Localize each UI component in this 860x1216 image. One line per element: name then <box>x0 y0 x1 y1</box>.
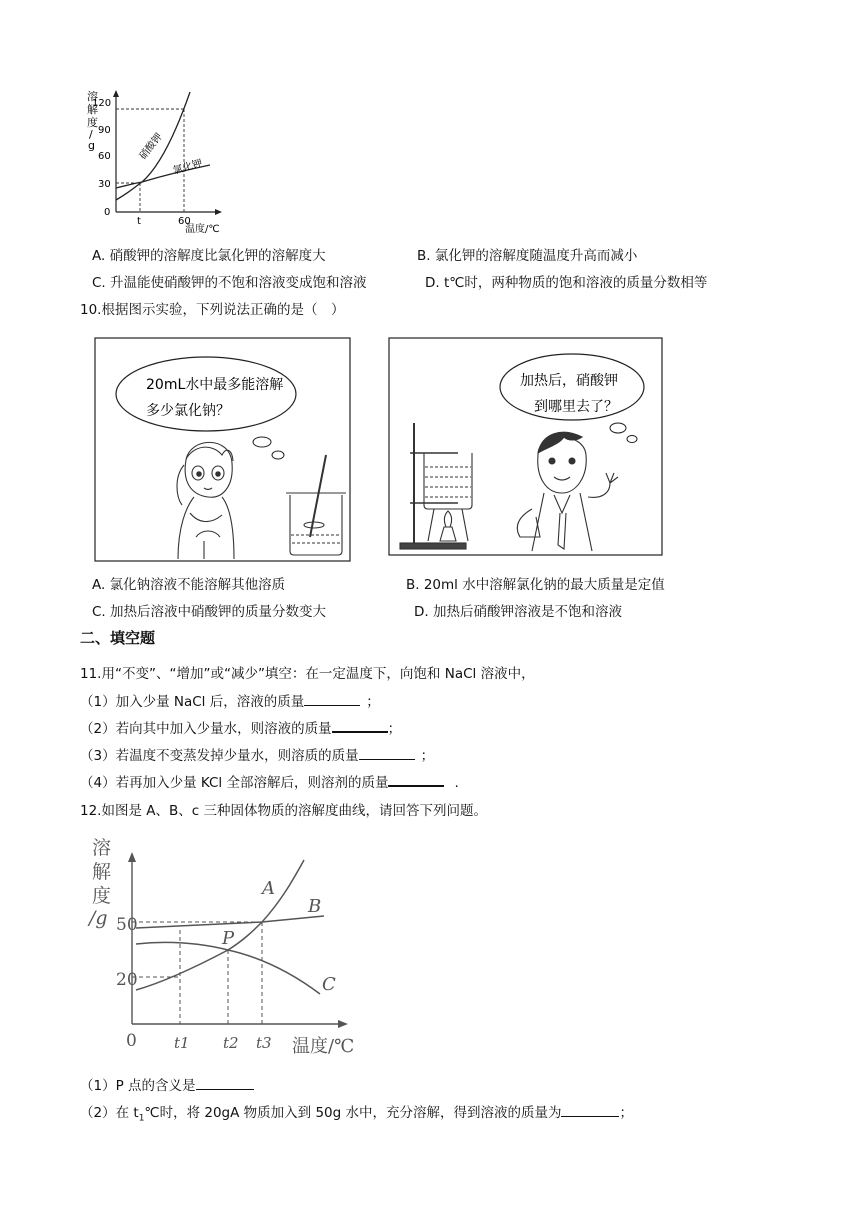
q11-blank-4[interactable] <box>388 771 444 787</box>
fig1-xlabel: 温度/℃ <box>185 224 220 235</box>
fig1-xtick-t: t <box>137 216 141 227</box>
q10-option-c: C. 加热后溶液中硝酸钾的质量分数变大 <box>92 604 327 620</box>
q11-blank-3[interactable] <box>359 745 415 760</box>
solubility-chart-kno3-kcl <box>78 86 248 236</box>
fig1-label-kcl: 氯化钾 <box>171 158 204 177</box>
q11-item-4-end: . <box>454 775 459 791</box>
fig2-xtick-t3: t3 <box>256 1034 272 1052</box>
fig1-ytick-120: 120 <box>92 98 112 109</box>
fig2-xtick-t2: t2 <box>223 1034 239 1052</box>
q12-item-2 <box>80 1101 633 1124</box>
fig2-ylabel-0: 溶 <box>92 837 112 859</box>
q10-option-b: B. 20ml 水中溶解氯化钠的最大质量是定值 <box>406 577 665 593</box>
q11-item-1 <box>80 690 380 710</box>
q10-panel-boy <box>388 337 664 557</box>
fig1-label-kno3: 硝酸钾 <box>137 131 165 162</box>
q9-option-c: C. 升温能使硝酸钾的不饱和溶液变成饱和溶液 <box>92 275 367 291</box>
fig2-ylabel-1: 解 <box>92 861 112 883</box>
q12-item-2-pre: （2）在 t <box>80 1105 139 1121</box>
fig1-ytick-30: 30 <box>98 179 111 190</box>
q11-blank-2[interactable] <box>332 717 388 733</box>
q10-bubble-left-line2: 多少氯化钠？ <box>146 403 230 419</box>
q10-bubble-right-line2: 到哪里去了？ <box>534 399 618 415</box>
q12-item-2-sub: 1 <box>138 1113 145 1124</box>
q10-bubble-right-line1: 加热后，硝酸钾 <box>520 373 618 389</box>
fig1-ylabel-4: g <box>88 139 95 152</box>
q12-item-2-end: ； <box>619 1105 633 1121</box>
q11-item-2 <box>80 717 401 737</box>
q9-option-a: A. 硝酸钾的溶解度比氯化钾的溶解度大 <box>92 248 326 264</box>
q9-option-d: D. t℃时，两种物质的饱和溶液的质量分数相等 <box>425 275 708 291</box>
fig1-ytick-90: 90 <box>98 125 111 136</box>
q12-item-1-text: （1）P 点的含义是 <box>80 1078 196 1094</box>
q11-item-3-text: （3）若温度不变蒸发掉少量水，则溶质的质量 <box>80 748 359 764</box>
fig2-ytick-0: 0 <box>126 1031 137 1051</box>
q12-stem: 12.如图是 A、B、c 三种固体物质的溶解度曲线，请回答下列问题。 <box>80 803 487 819</box>
q12-item-1 <box>80 1074 254 1094</box>
fig1-xtick-60: 60 <box>178 216 191 227</box>
fig1-ylabel-3: / <box>89 128 93 141</box>
q11-item-2-text: （2）若向其中加入少量水，则溶液的质量 <box>80 721 332 737</box>
q10-option-d: D. 加热后硝酸钾溶液是不饱和溶液 <box>414 604 622 620</box>
q11-stem: 11.用“不变”、“增加”或“减少”填空：在一定温度下，向饱和 NaCl 溶液中， <box>80 666 535 682</box>
fig2-label-a: A <box>262 878 275 899</box>
fig2-label-b: B <box>308 896 322 917</box>
q11-blank-1[interactable] <box>304 691 360 706</box>
fig1-ytick-0: 0 <box>104 207 111 218</box>
q11-item-1-text: （1）加入少量 NaCl 后，溶液的质量 <box>80 694 305 710</box>
fig1-ylabel-2: 度 <box>87 116 98 129</box>
fig2-ylabel-2: 度 <box>92 885 112 907</box>
section-title: 二、填空题 <box>80 629 156 647</box>
q10-option-a: A. 氯化钠溶液不能溶解其他溶质 <box>92 577 286 593</box>
q12-blank-1[interactable] <box>196 1075 254 1090</box>
fig2-xlabel: 温度/℃ <box>292 1036 355 1057</box>
fig2-curve-a <box>136 860 304 990</box>
q9-option-b: B. 氯化钾的溶解度随温度升高而减小 <box>417 248 638 264</box>
fig2-ylabel-3: /g <box>89 907 108 929</box>
solubility-chart-abc <box>84 830 374 1062</box>
fig2-label-c: C <box>322 974 336 995</box>
q11-item-3 <box>80 744 434 764</box>
fig2-ytick-20: 20 <box>116 970 138 990</box>
fig2-label-p: P <box>222 928 235 949</box>
q11-item-3-end: ； <box>420 748 435 764</box>
fig1-ylabel-1: 解 <box>87 103 98 116</box>
q10-stem: 10.根据图示实验，下列说法正确的是（ ） <box>80 302 345 318</box>
q10-panel-girl <box>94 337 352 563</box>
fig2-ytick-50: 50 <box>116 915 138 935</box>
q11-item-4-text: （4）若再加入少量 KCl 全部溶解后，则溶剂的质量 <box>80 775 389 791</box>
q10-bubble-left-line1: 20mL水中最多能溶解 <box>146 377 284 393</box>
q11-item-4 <box>80 771 459 791</box>
fig1-ylabel-0: 溶 <box>87 90 98 103</box>
q12-item-2-post: ℃时，将 20gA 物质加入到 50g 水中，充分溶解，得到溶液的质量为 <box>144 1105 562 1121</box>
fig2-xtick-t1: t1 <box>174 1034 190 1052</box>
q11-item-2-end: ； <box>387 721 402 737</box>
fig1-ytick-60: 60 <box>98 151 111 162</box>
q11-item-1-end: ； <box>366 694 380 710</box>
q12-blank-2[interactable] <box>561 1102 619 1117</box>
